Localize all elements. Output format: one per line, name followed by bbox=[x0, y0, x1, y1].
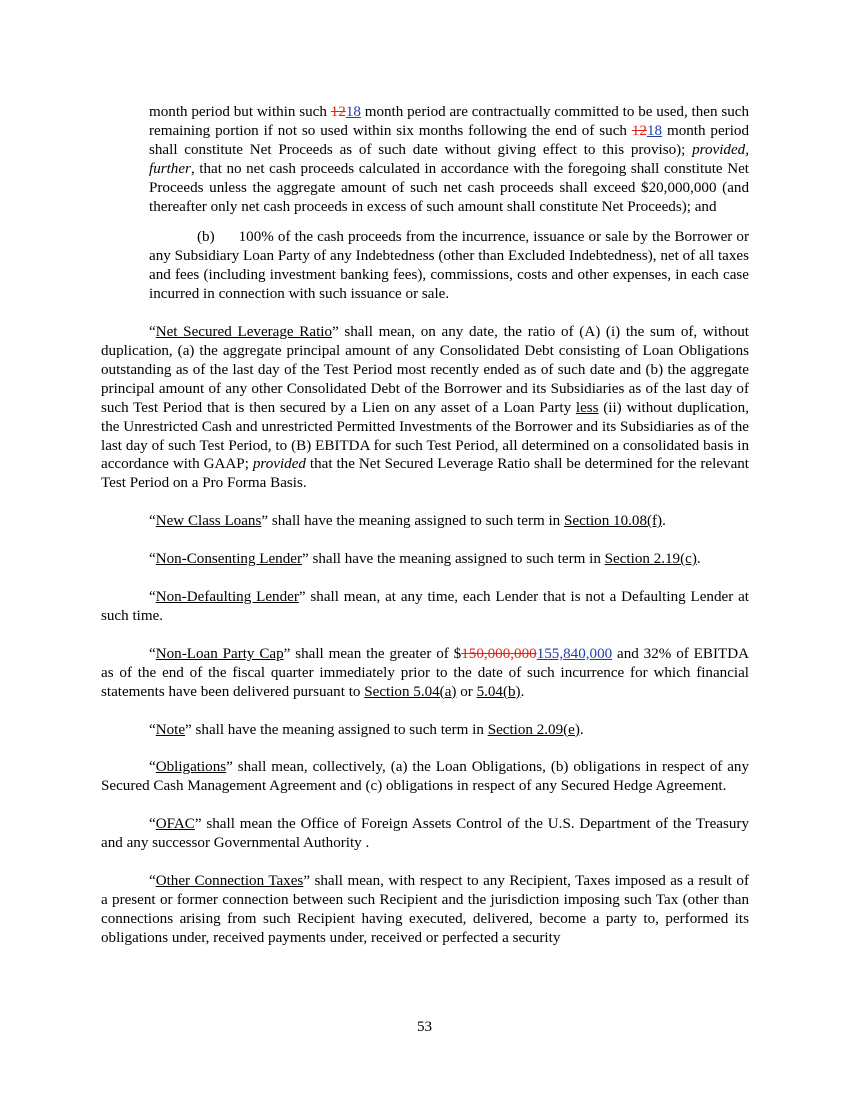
defined-term: OFAC bbox=[155, 816, 195, 833]
defined-term: Non-Loan Party Cap bbox=[155, 645, 284, 662]
section-reference: Section 10.08(f) bbox=[564, 513, 663, 530]
deleted-text: 12 bbox=[330, 104, 346, 120]
inserted-text: 155,840,000 bbox=[536, 645, 613, 662]
page-body bbox=[101, 103, 749, 948]
definition-non-loan-party-cap: “Non-Loan Party Cap” shall mean the greater of $150,000,000155,840,000 and 32% of EBITDA as of the end of the fiscal quarter immediately prior to the date of such incurrence for which financial statements have been delivered pursuant to Section 5.04(a) or 5.04(b). bbox=[101, 645, 749, 700]
defined-term: Non-Defaulting Lender bbox=[155, 589, 299, 606]
section-reference: 5.04(b) bbox=[476, 683, 521, 700]
inserted-text: 18 bbox=[345, 104, 361, 120]
deleted-text: 150,000,000 bbox=[461, 645, 537, 662]
defined-term: Obligations bbox=[155, 759, 227, 776]
section-reference: Section 5.04(a) bbox=[364, 683, 457, 700]
section-reference: Section 2.09(e) bbox=[487, 721, 580, 738]
defined-term: New Class Loans bbox=[155, 513, 262, 530]
clause-label: (b) bbox=[197, 229, 215, 246]
definition-note: “Note” shall have the meaning assigned to such term in Section 2.09(e). bbox=[149, 721, 584, 738]
section-reference: Section 2.19(c) bbox=[604, 551, 697, 568]
defined-term: Net Secured Leverage Ratio bbox=[155, 324, 332, 341]
definition-new-class-loans: “New Class Loans” shall have the meaning assigned to such term in Section 10.08(f). bbox=[149, 513, 666, 530]
definition-non-defaulting-lender: “Non-Defaulting Lender” shall mean, at any time, each Lender that is not a Defaulting Lender at such time. bbox=[101, 589, 749, 624]
definition-ofac: “OFAC” shall mean the Office of Foreign Assets Control of the U.S. Department of the Treasury and any successor Governmental Authority . bbox=[101, 816, 749, 852]
definition-net-secured-leverage-ratio: “Net Secured Leverage Ratio” shall mean, on any date, the ratio of (A) (i) the sum of, without duplication, (a) the aggregate principal amount of any Consolidated Debt consisting of Loan Obligations outstanding as of the last day of the Test Period most recently ended as of such date and (b) the aggregate principal amount of any other Consolidated Debt of the Borrower and its Subsidiaries as of the last day of such Test Period that is then secured by a Lien on any asset of a Loan Party less (ii) without duplication, the Unrestricted Cash and unrestricted Permitted Investments of the Borrower and its Subsidiaries as of the last day of such Test Period, to (B) EBITDA for such Test Period, all determined on a consolidated basis in accordance with GAAP; provided that the Net Secured Leverage Ratio shall be determined for the relevant Test Period on a Pro Forma Basis. bbox=[101, 324, 750, 492]
deleted-text: 12 bbox=[631, 122, 647, 139]
definition-non-consenting-lender: “Non-Consenting Lender” shall have the meaning assigned to such term in Section 2.19(c). bbox=[149, 551, 701, 568]
inserted-text: 18 bbox=[646, 122, 663, 139]
definition-other-connection-taxes: “Other Connection Taxes” shall mean, with respect to any Recipient, Taxes imposed as a result of a present or former connection between such Recipient and the jurisdiction imposing such Tax (other than connections arising from such Recipient having executed, delivered, become a party to, performed its obligations under, received payments under, received or perfected a security bbox=[101, 873, 749, 946]
defined-term: Non-Consenting Lender bbox=[155, 551, 302, 568]
page-number: 53 bbox=[416, 1019, 433, 1035]
defined-term: Other Connection Taxes bbox=[155, 873, 304, 890]
clause-b-paragraph: (b) 100% of the cash proceeds from the incurrence, issuance or sale by the Borrower or any Subsidiary Loan Party of any Indebtedness (other than Excluded Indebtedness), net of all taxes and fees (including investment banking fees), commissions, costs and other expenses, in each case incurred in connection with such issuance or sale. bbox=[149, 229, 749, 303]
definition-obligations: “Obligations” shall mean, collectively, (a) the Loan Obligations, (b) obligations in respect of any Secured Cash Management Agreement and (c) obligations in respect of any Secured Hedge Agreement. bbox=[101, 759, 749, 795]
defined-term: Note bbox=[155, 721, 186, 738]
net-proceeds-continuation-paragraph: month period but within such 1218 month period are contractually committed to be used, then such remaining portion if not so used within six months following the end of such 1218 month period shall constitute Net Proceeds as of such date without giving effect to this proviso); provided, further, that no net cash proceeds calculated in accordance with the foregoing shall constitute Net Proceeds unless the aggregate amount of such net cash proceeds shall exceed $20,000,000 (and thereafter only net cash proceeds in excess of such amount shall constitute Net Proceeds); and bbox=[149, 104, 749, 215]
